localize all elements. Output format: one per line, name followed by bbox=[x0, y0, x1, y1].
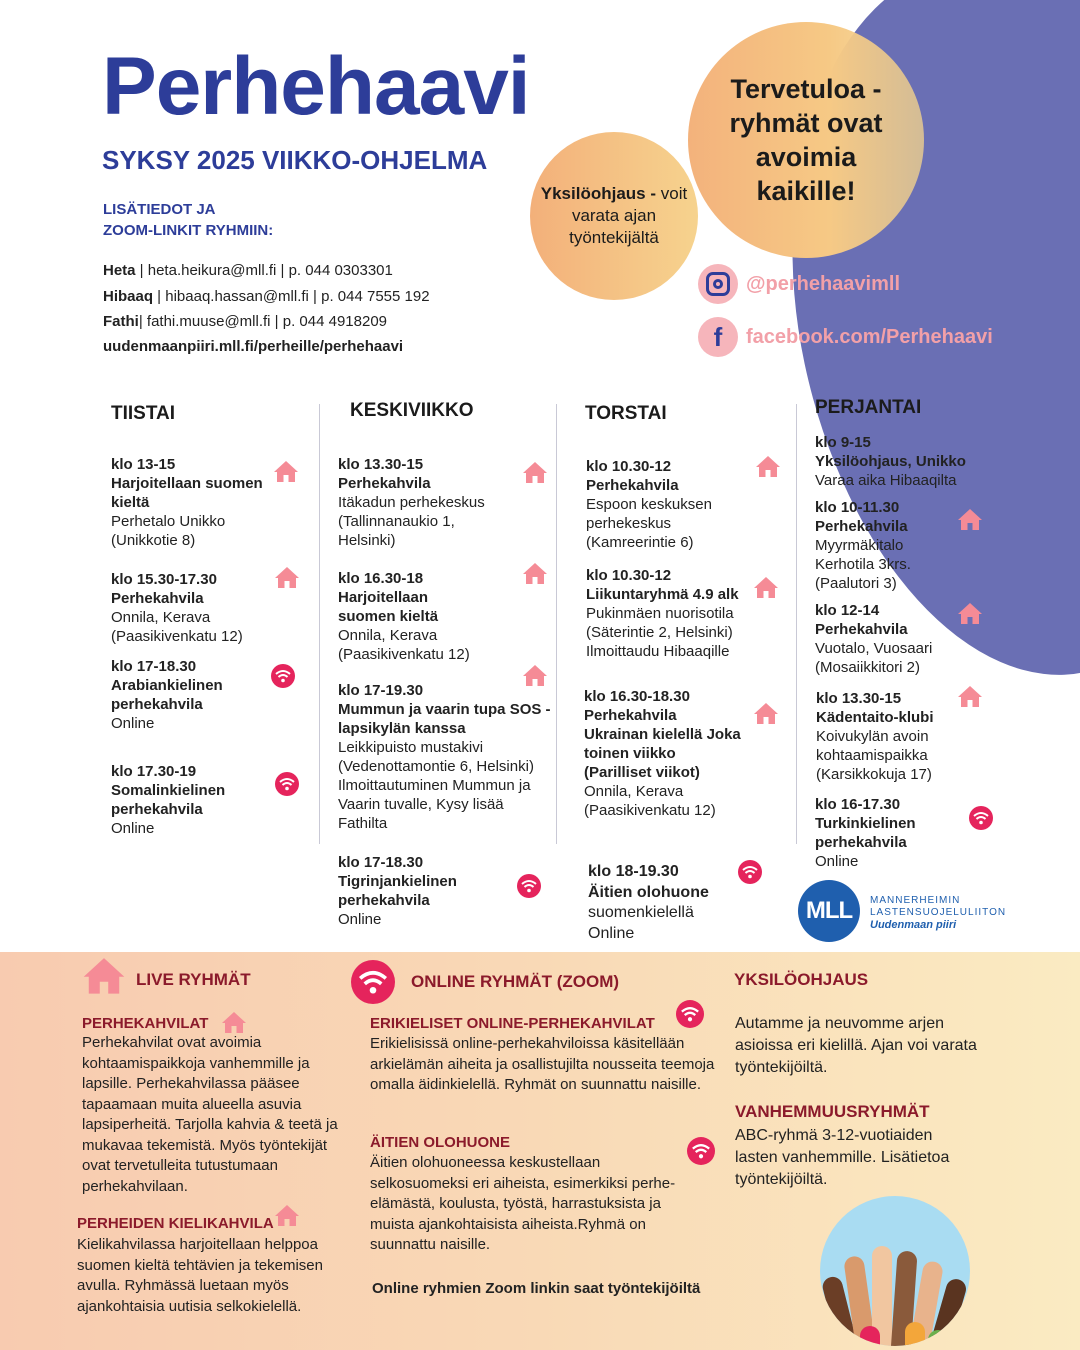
perhekahvilat-text: Perhekahvilat ovat avoimia kohtaamispaikkoja vanhemmille ja lapsille. Perhekahvilassa pääsee tapaamaan muita alueella asuvia lapsiperheitä. Tarjolla kahvia & teetä ja mukavaa tekemistä. Myös työntekijät ovat tervetulleita tutustumaan perhekahvilaan. bbox=[82, 1034, 338, 1195]
online-icon bbox=[275, 772, 299, 796]
column-divider bbox=[556, 404, 557, 844]
online-icon bbox=[969, 806, 993, 830]
event-thu-4: klo 18-19.30 Äitien olohuone suomenkielellä Online bbox=[588, 863, 709, 942]
event-wed-2: klo 16.30-18 Harjoitellaan suomen kieltä Onnila, Kerava (Paasikivenkatu 12) bbox=[338, 570, 470, 663]
house-icon bbox=[274, 565, 300, 589]
house-icon bbox=[753, 701, 779, 725]
house-icon bbox=[273, 459, 299, 483]
house-icon bbox=[755, 454, 781, 478]
house-icon bbox=[522, 663, 548, 687]
event-fri-5: klo 16-17.30 Turkinkielinen perhekahvila Online bbox=[815, 796, 916, 870]
online-icon bbox=[738, 860, 762, 884]
counseling-bold: Yksilöohjaus - bbox=[540, 184, 657, 203]
event-wed-3: klo 17-19.30 Mummun ja vaarin tupa SOS - lapsikylän kanssa Leikkipuisto mustakivi (Vedenottamontie 6, Helsinki) Ilmoittautuminen Mummun ja Vaarin tuvalle, Kysy lisää Fathilta bbox=[338, 682, 551, 832]
house-icon bbox=[522, 561, 548, 585]
day-friday: PERJANTAI bbox=[815, 397, 922, 418]
event-tue-3: klo 17-18.30 Arabiankielinen perhekahvila Online bbox=[111, 658, 223, 732]
event-fri-2: klo 10-11.30 Perhekahvila Myyrmäkitalo Kerhotila 3krs. (Paalutori 3) bbox=[815, 499, 911, 592]
event-wed-4: klo 17-18.30 Tigrinjankielinen perhekahvila Online bbox=[338, 854, 457, 928]
counseling-text: Autamme ja neuvomme arjen asioissa eri kielillä. Ajan voi varata työntekijöiltä. bbox=[735, 1015, 977, 1076]
instagram-handle: @perhehaavimll bbox=[746, 272, 901, 295]
perhekahvilat-heading: PERHEKAHVILAT bbox=[82, 1015, 209, 1032]
online-groups-heading: ONLINE RYHMÄT (ZOOM) bbox=[411, 972, 620, 991]
online-icon bbox=[676, 1000, 704, 1028]
mll-line2: LASTENSUOJELULIITON bbox=[870, 907, 1007, 918]
mll-line1: MANNERHEIMIN bbox=[870, 895, 961, 906]
event-tue-2: klo 15.30-17.30 Perhekahvila Onnila, Kerava (Paasikivenkatu 12) bbox=[111, 571, 243, 645]
house-icon bbox=[522, 460, 548, 484]
online-icon bbox=[271, 664, 295, 688]
erikieliset-heading: ERIKIELISET ONLINE-PERHEKAHVILAT bbox=[370, 1015, 655, 1032]
info-heading bbox=[103, 199, 273, 241]
counseling-heading: YKSILÖOHJAUS bbox=[734, 970, 869, 989]
facebook-url: facebook.com/Perhehaavi bbox=[746, 325, 993, 348]
vanhemmuus-heading: VANHEMMUUSRYHMÄT bbox=[735, 1102, 930, 1121]
column-divider bbox=[796, 404, 797, 844]
event-fri-1: klo 9-15 Yksilöohjaus, Unikko Varaa aika Hibaaqilta bbox=[815, 434, 966, 489]
event-fri-4: klo 13.30-15 Kädentaito-klubi Koivukylän avoin kohtaamispaikka (Karsikkokuja 17) bbox=[816, 690, 934, 783]
kielikahvila-heading: PERHEIDEN KIELIKAHVILA bbox=[77, 1215, 274, 1232]
online-icon bbox=[517, 874, 541, 898]
welcome-text: Tervetuloa - ryhmät ovat avoimia kaikille! bbox=[729, 74, 883, 206]
contact-fathi bbox=[103, 313, 387, 330]
house-icon bbox=[274, 1203, 300, 1227]
website-link[interactable]: uudenmaanpiiri.mll.fi/perheille/perhehaavi bbox=[103, 338, 404, 355]
house-icon bbox=[82, 954, 126, 996]
house-icon bbox=[957, 684, 983, 708]
event-thu-3: klo 16.30-18.30 Perhekahvila Ukrainan kielellä Joka toinen viikko (Parilliset viikot) Onnila, Kerava (Paasikivenkatu 12) bbox=[584, 688, 741, 819]
house-icon bbox=[957, 507, 983, 531]
facebook-glyph: f bbox=[713, 321, 723, 352]
contact-details[interactable]: | hibaaq.hassan@mll.fi | p. 044 7555 192 bbox=[153, 288, 430, 305]
event-thu-2: klo 10.30-12 Liikuntaryhmä 4.9 alk Pukinmäen nuorisotila (Säterintie 2, Helsinki) Ilmoittaudu Hibaaqille bbox=[586, 567, 739, 660]
facebook-link[interactable] bbox=[698, 317, 993, 357]
raised-hands-illustration bbox=[820, 1196, 970, 1346]
day-thursday: TORSTAI bbox=[585, 403, 667, 424]
contact-name: Fathi bbox=[103, 313, 139, 330]
event-tue-1: klo 13-15 Harjoitellaan suomen kieltä Perhetalo Unikko (Unikkotie 8) bbox=[111, 456, 263, 549]
day-tuesday: TIISTAI bbox=[111, 403, 176, 424]
contact-name: Heta bbox=[103, 262, 136, 279]
live-groups-heading: LIVE RYHMÄT bbox=[136, 970, 251, 989]
page-title: Perhehaavi bbox=[102, 41, 530, 132]
contact-details[interactable]: | fathi.muuse@mll.fi | p. 044 4918209 bbox=[138, 313, 388, 330]
event-tue-4: klo 17.30-19 Somalinkielinen perhekahvila Online bbox=[111, 763, 226, 837]
contact-hibaaq bbox=[103, 288, 430, 305]
info-heading-line2: ZOOM-LINKIT RYHMIIN: bbox=[103, 222, 274, 239]
house-icon bbox=[221, 1010, 247, 1034]
facebook-icon bbox=[698, 317, 738, 357]
kielikahvila-text: Kielikahvilassa harjoitellaan helppoa suomen kieltä tehtävien ja tekemisen avulla. Ryhmässä luetaan myös ajankohtaisia uutisia selkokielellä. bbox=[77, 1236, 323, 1315]
instagram-link[interactable] bbox=[698, 264, 900, 304]
aitien-heading: ÄITIEN OLOHUONE bbox=[370, 1134, 511, 1151]
aitien-text: Äitien olohuoneessa keskustellaan selkosuomeksi eri aiheista, esimerkiksi perhe-elämästä, koulusta, työstä, harrastuksista ja muista ajankohtaisista aiheista.Ryhmä on suunnattu naisille. bbox=[370, 1154, 676, 1253]
day-wednesday: KESKIVIIKKO bbox=[350, 400, 474, 421]
mll-logo-mark: MLL bbox=[805, 897, 853, 924]
welcome-bubble bbox=[688, 22, 924, 258]
vanhemmuus-text: ABC-ryhmä 3-12-vuotiaiden lasten vanhemmille. Lisätietoa työntekijöiltä. bbox=[735, 1127, 950, 1188]
counseling-bubble bbox=[530, 132, 698, 300]
event-fri-3: klo 12-14 Perhekahvila Vuotalo, Vuosaari (Mosaiikkitori 2) bbox=[815, 602, 933, 676]
info-heading-line1: LISÄTIEDOT JA bbox=[103, 201, 216, 218]
column-divider bbox=[319, 404, 320, 844]
contact-name: Hibaaq bbox=[103, 288, 154, 305]
online-icon bbox=[351, 960, 395, 1004]
house-icon bbox=[753, 575, 779, 599]
house-icon bbox=[957, 601, 983, 625]
contact-details[interactable]: | heta.heikura@mll.fi | p. 044 0303301 bbox=[135, 262, 393, 279]
page-subtitle: SYKSY 2025 VIIKKO-OHJELMA bbox=[102, 145, 488, 175]
contact-heta bbox=[103, 262, 393, 279]
mll-logo bbox=[798, 880, 860, 942]
erikieliset-text: Erikielisissä online-perhekahviloissa käsitellään arkielämän aiheita ja osallistujilta nousseita teemoja omalla äidinkielellä. Ryhmät on suunnattu naisille. bbox=[370, 1035, 715, 1093]
mll-logo-text bbox=[870, 895, 1006, 932]
zoom-note: Online ryhmien Zoom linkin saat työntekijöiltä bbox=[372, 1280, 701, 1297]
mll-line3: Uudenmaan piiri bbox=[870, 919, 957, 931]
instagram-icon bbox=[698, 264, 738, 304]
event-wed-1: klo 13.30-15 Perhekahvila Itäkadun perhekeskus (Tallinnanaukio 1, Helsinki) bbox=[338, 456, 485, 549]
event-thu-1: klo 10.30-12 Perhekahvila Espoon keskuksen perhekeskus (Kamreerintie 6) bbox=[586, 458, 712, 551]
counseling-rest: voit varata ajan työntekijältä bbox=[569, 184, 688, 247]
